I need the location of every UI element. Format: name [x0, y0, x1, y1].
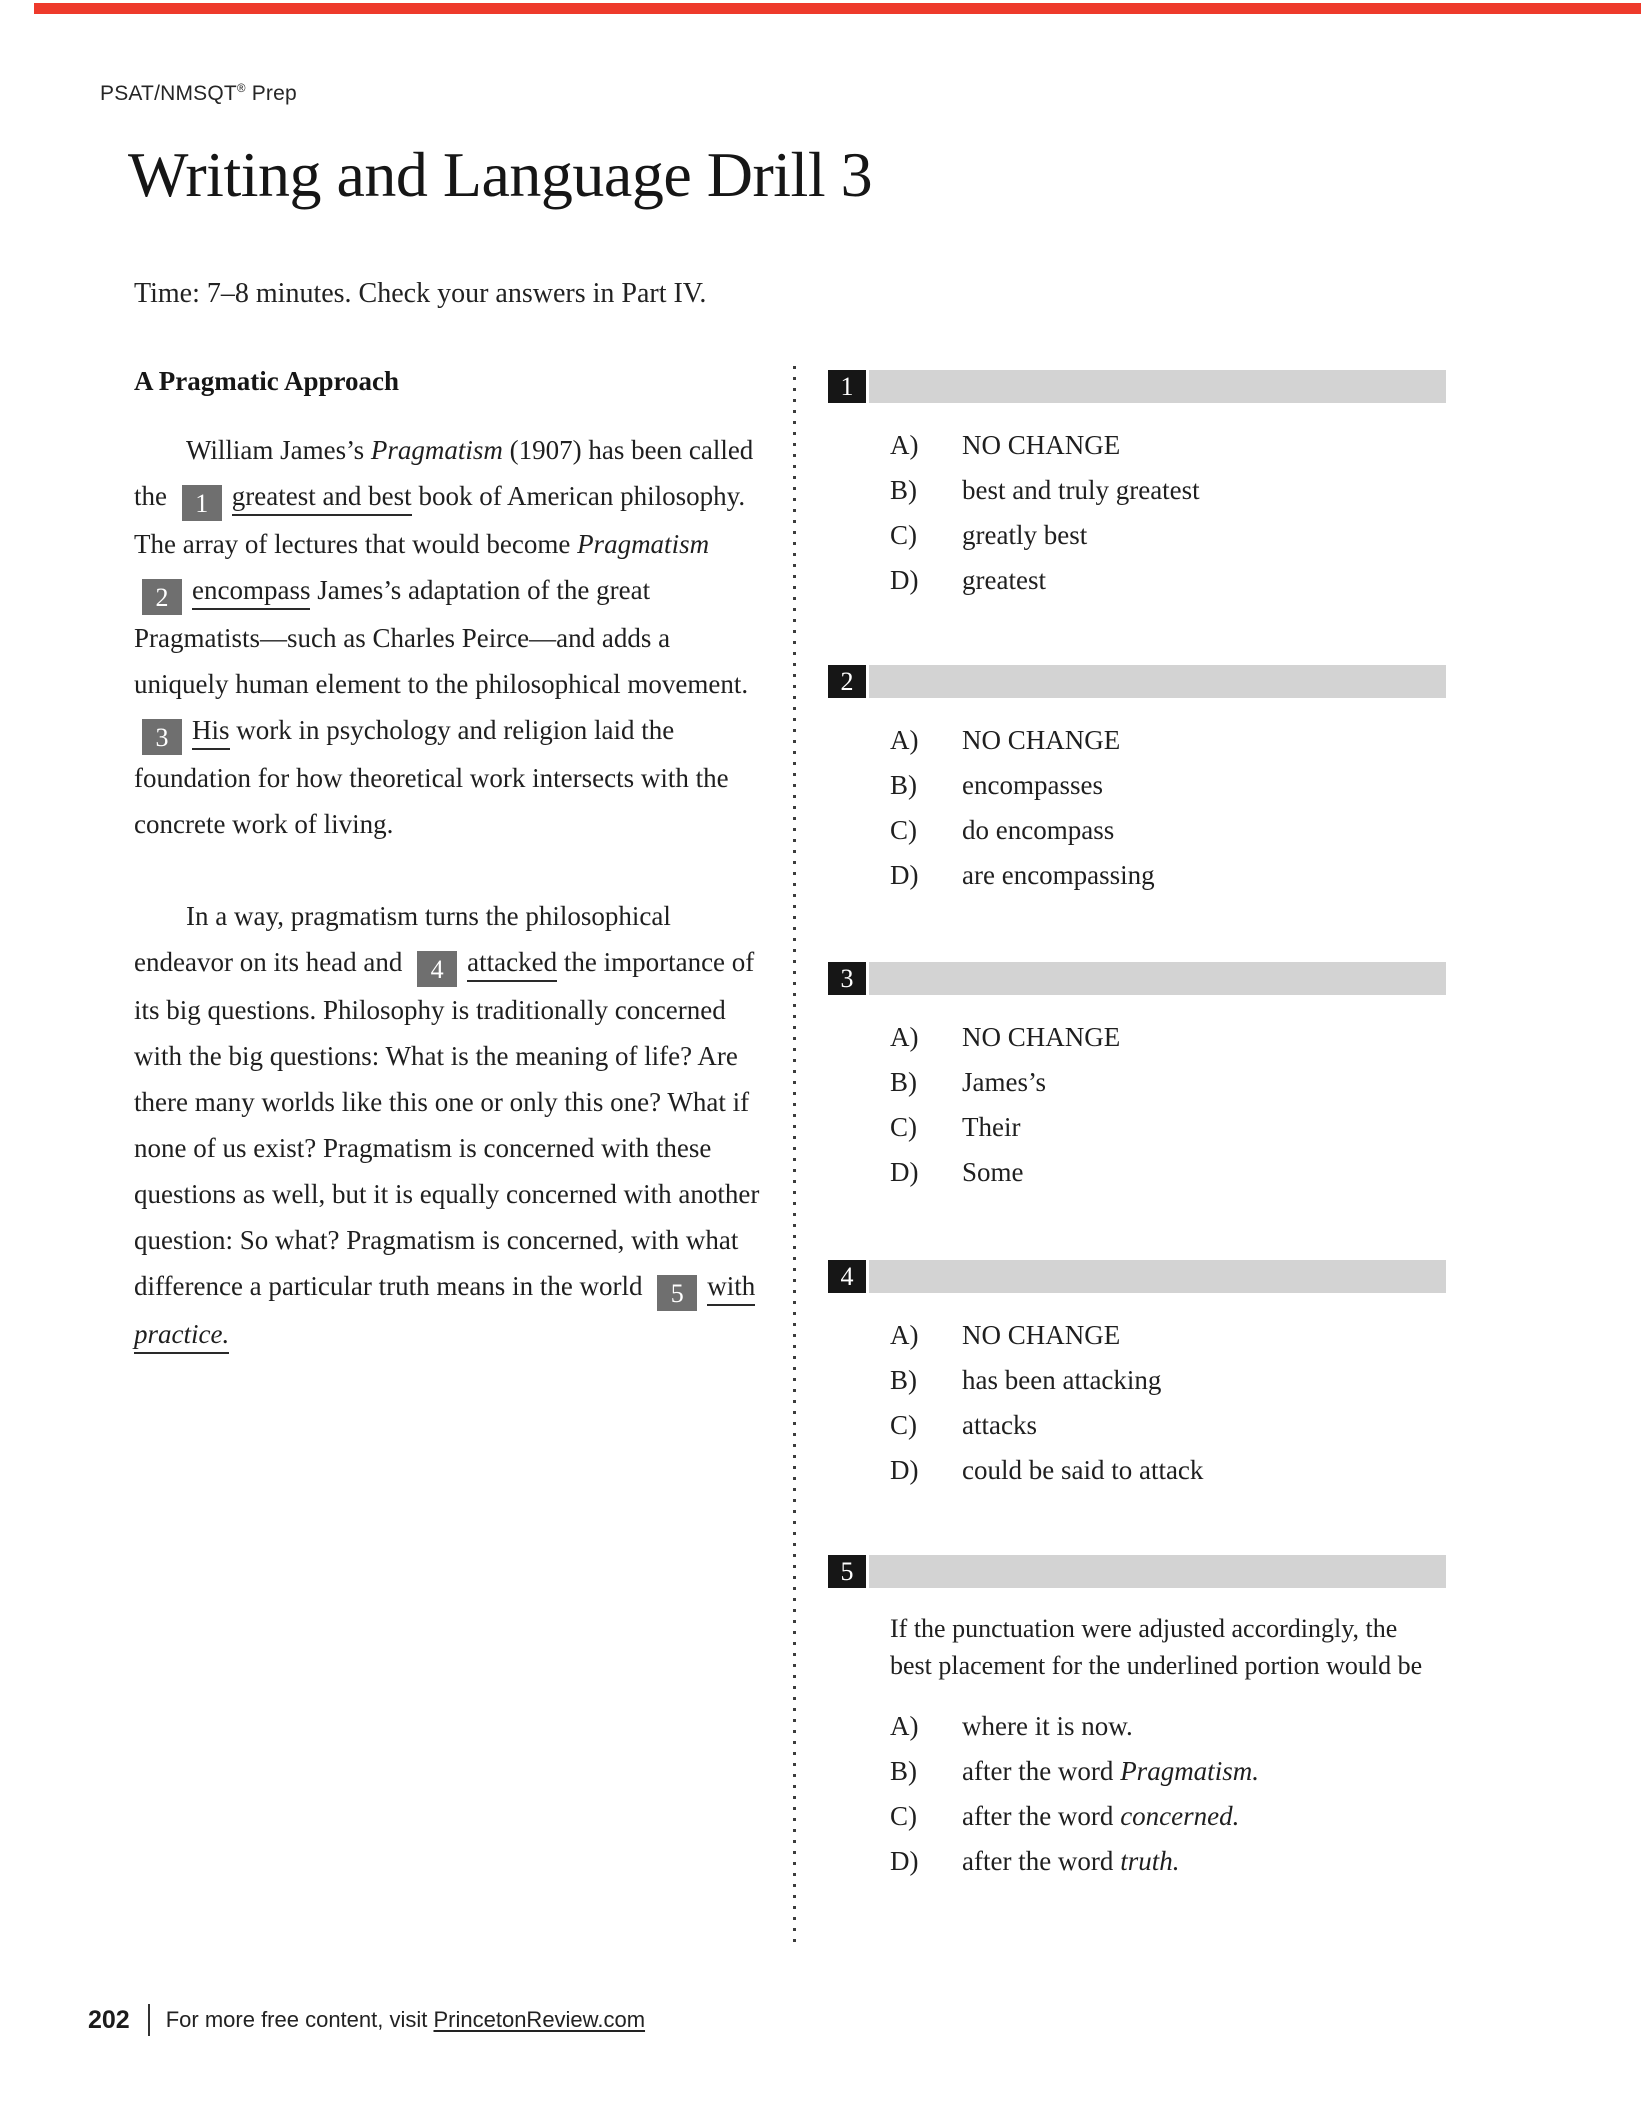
choice-B: [828, 1060, 1446, 1105]
choice-label: B): [890, 1365, 917, 1395]
running-head: [100, 82, 297, 106]
choice-B: [828, 468, 1446, 513]
text-segment: work in psychology and religion laid the foundation for how theoretical work intersects with the concrete work of living.: [134, 715, 729, 839]
choice-C: [828, 1794, 1446, 1839]
choice-label: D): [890, 565, 919, 595]
text-segment: best and truly greatest: [962, 475, 1200, 505]
answer-choices: [828, 1313, 1446, 1493]
choice-text: [962, 1448, 1203, 1493]
question-number-badge: 2: [828, 665, 866, 698]
footer-text: [166, 2007, 645, 2033]
passage-column: [134, 366, 760, 1403]
passage-marker-box-4: 4: [417, 951, 457, 987]
text-segment: greatly best: [962, 520, 1088, 550]
choice-text: [962, 718, 1120, 763]
question-5: [828, 1555, 1446, 1884]
choice-label: B): [890, 475, 917, 505]
text-segment: NO CHANGE: [962, 1320, 1121, 1350]
text-segment: after the word: [962, 1846, 1121, 1876]
text-segment: NO CHANGE: [962, 725, 1121, 755]
answer-choices: [828, 718, 1446, 898]
choice-B: [828, 1358, 1446, 1403]
underlined-portion: with: [707, 1271, 755, 1306]
text-segment: greatest: [962, 565, 1046, 595]
choice-text: [962, 1403, 1037, 1448]
text-segment: Pragmatism: [370, 435, 503, 465]
choice-label: A): [890, 725, 919, 755]
text-segment: NO CHANGE: [962, 430, 1121, 460]
choice-D: [828, 1839, 1446, 1884]
question-header-bar: [869, 665, 1446, 698]
text-segment: has been attacking: [962, 1365, 1162, 1395]
text-segment: are encompassing: [962, 860, 1155, 890]
choice-text: [962, 423, 1120, 468]
text-segment: Pragmatism: [577, 529, 710, 559]
choice-text: [962, 1015, 1120, 1060]
choice-text: [962, 763, 1103, 808]
choice-label: D): [890, 1846, 919, 1876]
dotted-column-divider: [793, 366, 796, 1944]
passage-body: [134, 427, 760, 1357]
text-segment: Pragmatism.: [1120, 1756, 1259, 1786]
drill-instructions: Time: 7–8 minutes. Check your answers in Part IV.: [134, 278, 707, 309]
page-footer: [88, 2004, 645, 2036]
choice-D: [828, 558, 1446, 603]
choice-text: [962, 853, 1155, 898]
choice-A: [828, 1704, 1446, 1749]
choice-A: [828, 1015, 1446, 1060]
question-3: [828, 962, 1446, 1195]
choice-C: [828, 808, 1446, 853]
registered-mark: ®: [236, 83, 246, 95]
question-header: [828, 962, 1446, 995]
choice-label: C): [890, 1801, 917, 1831]
choice-text: [962, 468, 1200, 513]
footer-link[interactable]: PrincetonReview.com: [433, 2007, 646, 2032]
choice-label: C): [890, 520, 917, 550]
choice-label: D): [890, 1157, 919, 1187]
page-number: 202: [88, 2005, 130, 2034]
choice-text: [962, 1105, 1020, 1150]
choice-label: C): [890, 815, 917, 845]
question-number-badge: 3: [828, 962, 866, 995]
text-segment: the importance of its big questions. Philosophy is traditionally concerned with the big questions: What is the meaning of life? Are there many worlds like this one or only this one? What if none of us exist? Pragmatism is concerned with these questions as well, but it is equally concerned with another question: So what? Pragmatism is concerned, with what difference a particular truth means in the world: [134, 947, 760, 1301]
question-header: [828, 1260, 1446, 1293]
choice-label: B): [890, 1067, 917, 1097]
text-segment: Their: [962, 1112, 1021, 1142]
text-segment: attacks: [962, 1410, 1037, 1440]
choice-text: [962, 1704, 1133, 1749]
choice-C: [828, 1403, 1446, 1448]
question-number-badge: 5: [828, 1555, 866, 1588]
choice-text: [962, 808, 1114, 853]
answer-choices: [828, 1015, 1446, 1195]
text-segment: James’s adaptation of the great Pragmatists—such as Charles Peirce—and adds a uniquely human element to the philosophical movement.: [134, 575, 749, 699]
choice-label: D): [890, 1455, 919, 1485]
text-segment: William James’s: [186, 435, 371, 465]
question-4: [828, 1260, 1446, 1493]
choice-label: C): [890, 1410, 917, 1440]
underlined-portion: encompass: [192, 575, 310, 610]
text-segment: do encompass: [962, 815, 1115, 845]
underlined-portion: His: [192, 715, 230, 750]
choice-text: [962, 1060, 1046, 1105]
passage-marker-box-1: 1: [182, 485, 222, 521]
text-segment: (1907) has been called the: [134, 435, 754, 511]
passage-marker-box-2: 2: [142, 579, 182, 615]
answer-choices: [828, 423, 1446, 603]
choice-label: B): [890, 1756, 917, 1786]
text-segment: where it is now.: [962, 1711, 1133, 1741]
choice-label: D): [890, 860, 919, 890]
answer-choices: [828, 1704, 1446, 1884]
text-segment: after the word: [962, 1756, 1121, 1786]
choice-label: A): [890, 430, 919, 460]
text-segment: Some: [962, 1157, 1024, 1187]
text-segment: In a way, pragmatism turns the philosophical endeavor on its head and: [134, 901, 671, 977]
brand-name: PSAT/NMSQT: [100, 82, 237, 105]
choice-text: [962, 1839, 1179, 1884]
choice-label: A): [890, 1022, 919, 1052]
underlined-portion: practice.: [134, 1319, 229, 1354]
text-segment: James’s: [962, 1067, 1046, 1097]
choice-D: [828, 1448, 1446, 1493]
question-2: [828, 665, 1446, 898]
choice-text: [962, 1313, 1120, 1358]
question-header-bar: [869, 1260, 1446, 1293]
choice-A: [828, 718, 1446, 763]
question-header-bar: [869, 962, 1446, 995]
brand-suffix: Prep: [245, 82, 297, 105]
passage-paragraph-1: [134, 427, 760, 847]
choice-text: [962, 1358, 1161, 1403]
text-segment: book of American philosophy. The array of lectures that would become: [134, 481, 746, 559]
text-segment: after the word: [962, 1801, 1121, 1831]
underlined-portion: attacked: [467, 947, 557, 982]
question-number-badge: 1: [828, 370, 866, 403]
choice-C: [828, 1105, 1446, 1150]
choice-B: [828, 763, 1446, 808]
choice-label: C): [890, 1112, 917, 1142]
footer-text-label: For more free content, visit: [165, 2007, 434, 2032]
question-header: [828, 665, 1446, 698]
choice-label: B): [890, 770, 917, 800]
choice-text: [962, 1150, 1024, 1195]
question-stem: If the punctuation were adjusted accordingly, the best placement for the underlined portion would be: [890, 1614, 1423, 1680]
text-segment: truth.: [1120, 1846, 1180, 1876]
question-header-bar: [869, 1555, 1446, 1588]
underlined-portion: greatest and best: [232, 481, 412, 516]
choice-A: [828, 423, 1446, 468]
question-header: [828, 370, 1446, 403]
choice-text: [962, 1749, 1259, 1794]
choice-B: [828, 1749, 1446, 1794]
choice-text: [962, 558, 1046, 603]
choice-label: A): [890, 1320, 919, 1350]
footer-divider: [148, 2004, 150, 2036]
question-header-bar: [869, 370, 1446, 403]
top-accent-bar: [34, 3, 1641, 14]
passage-marker-box-5: 5: [657, 1275, 697, 1311]
text-segment: could be said to attack: [962, 1455, 1204, 1485]
page-title: Writing and Language Drill 3: [128, 139, 873, 210]
choice-text: [962, 1794, 1239, 1839]
choice-A: [828, 1313, 1446, 1358]
text-segment: NO CHANGE: [962, 1022, 1121, 1052]
choice-text: [962, 513, 1087, 558]
question-header: [828, 1555, 1446, 1588]
question-number-badge: 4: [828, 1260, 866, 1293]
choice-label: A): [890, 1711, 919, 1741]
passage-paragraph-2: [134, 893, 760, 1357]
passage-heading: A Pragmatic Approach: [134, 366, 399, 396]
choice-C: [828, 513, 1446, 558]
choice-D: [828, 853, 1446, 898]
text-segment: concerned.: [1120, 1801, 1240, 1831]
choice-D: [828, 1150, 1446, 1195]
text-segment: encompasses: [962, 770, 1103, 800]
passage-marker-box-3: 3: [142, 719, 182, 755]
question-1: [828, 370, 1446, 603]
